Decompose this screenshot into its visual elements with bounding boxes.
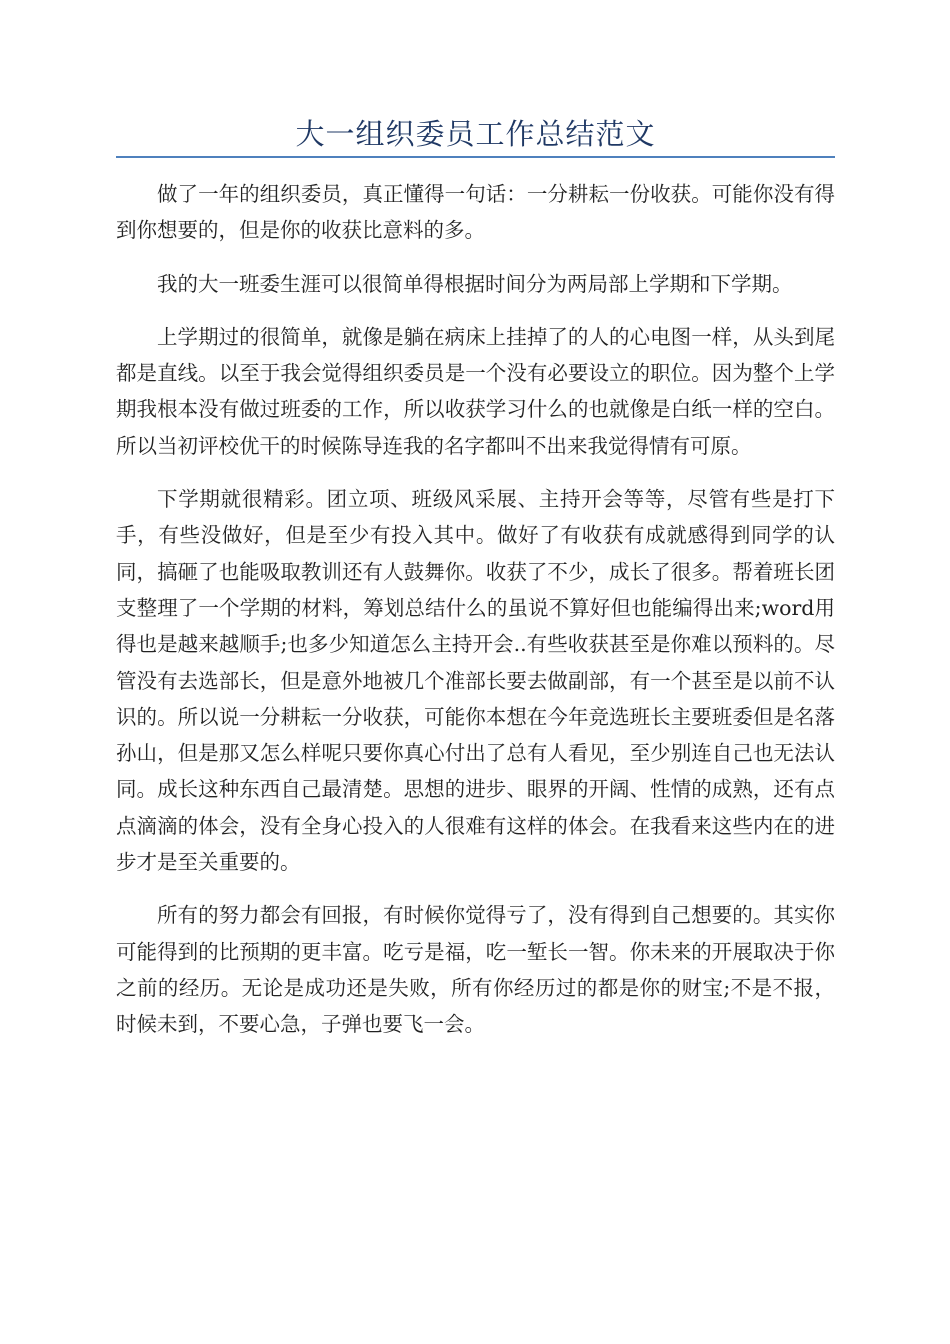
paragraph-1: 做了一年的组织委员，真正懂得一句话：一分耕耘一份收获。可能你没有得到你想要的，但是你的收获比意料的多。	[116, 182, 835, 243]
paragraph-5: 所有的努力都会有回报，有时候你觉得亏了，没有得到自己想要的。其实你可能得到的比预期的更丰富。吃亏是福，吃一堑长一智。你未来的开展取决于你之前的经历。无论是成功还是失败，所有你经历过的都是你的财宝;不是不报，时候未到，不要心急，子弹也要飞一会。	[116, 903, 835, 1037]
document-title: 大一组织委员工作总结范文	[295, 117, 656, 151]
paragraph-3: 上学期过的很简单，就像是躺在病床上挂掉了的人的心电图一样，从头到尾都是直线。以至于我会觉得组织委员是一个没有必要设立的职位。因为整个上学期我根本没有做过班委的工作，所以收获学习什么的也就像是白纸一样的空白。所以当初评校优干的时候陈导连我的名字都叫不出来我觉得情有可原。	[116, 324, 835, 458]
title-block	[116, 112, 835, 158]
paragraph-4: 下学期就很精彩。团立项、班级风采展、主持开会等等，尽管有些是打下手，有些没做好，但是至少有投入其中。做好了有收获有成就感得到同学的认同，搞砸了也能吸取教训还有人鼓舞你。收获了不少，成长了很多。帮着班长团支整理了一个学期的材料，筹划总结什么的虽说不算好但也能编得出来;word用得也是越来越顺手;也多少知道怎么主持开会..有些收获甚至是你难以预料的。尽管没有去选部长，但是意外地被几个准部长要去做副部，有一个甚至是以前不认识的。所以说一分耕耘一分收获，可能你本想在今年竞选班长主要班委但是名落孙山，但是那又怎么样呢只要你真心付出了总有人看见，至少别连自己也无法认同。成长这种东西自己最清楚。思想的进步、眼界的开阔、性情的成熟，还有点点滴滴的体会，没有全身心投入的人很难有这样的体会。在我看来这些内在的进步才是至关重要的。	[116, 487, 835, 875]
document-body	[116, 176, 835, 1060]
paragraph-2: 我的大一班委生涯可以很简单得根据时间分为两局部上学期和下学期。	[157, 271, 793, 296]
